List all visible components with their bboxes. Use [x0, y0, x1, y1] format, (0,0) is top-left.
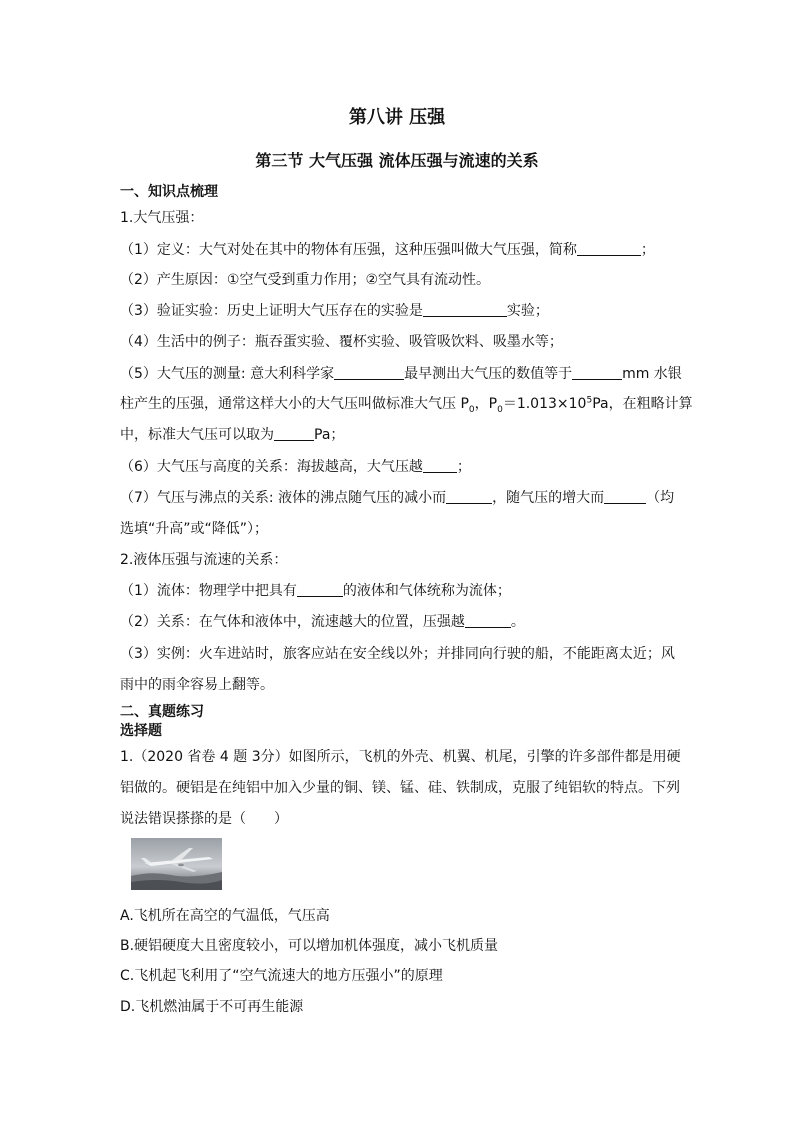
- line-fluid: （1）流体：物理学中把具有 的液体和气体统称为流体；: [120, 583, 511, 599]
- line-relation: （2）关系：在气体和液体中，流速越大的位置，压强越 。: [120, 614, 525, 630]
- line-experiment: （3）验证实验：历史上证明大气压存在的实验是 实验；: [120, 303, 549, 319]
- line-examples-fluid: （3）实例：火车进站时，旅客应站在安全线以外；并排同向行驶的船，不能距离太近；风: [120, 646, 675, 662]
- line-examples-fluid-cont: 雨中的雨伞容易上翻等。: [120, 677, 274, 693]
- question-1-line-1: 1.（2020 省卷 4 题 3分）如图所示，飞机的外壳、机翼、机尾，引擎的许多部件都是用硬: [120, 749, 681, 765]
- lecture-title: 第八讲 压强: [348, 107, 446, 128]
- answer-blank: [297, 582, 343, 597]
- question-1-line-2: 铝做的。硬铝是在纯铝中加入少量的铜、镁、锰、硅、铁制成，克服了纯铝软的特点。下列: [120, 780, 680, 796]
- line-fill-note: 选填“升高”或“降低”）；: [120, 521, 269, 537]
- line-measurement: （5）大气压的测量: 意大利科学家 最早测出大气压的数值等于 mm 水银: [120, 366, 682, 382]
- option-d: D.飞机燃油属于不可再生能源: [120, 999, 304, 1015]
- answer-blank: [572, 365, 622, 380]
- line-definition: （1）定义：大气对处在其中的物体有压强，这种压强叫做大气压强，简称 ；: [120, 242, 655, 258]
- airplane-photo: [131, 838, 222, 890]
- answer-blank: [577, 241, 641, 256]
- answer-blank: [334, 365, 404, 380]
- answer-blank: [423, 458, 457, 473]
- heading-knowledge: 一、知识点梳理: [120, 184, 218, 200]
- point-atmospheric-pressure: 1.大气压强：: [120, 210, 204, 226]
- line-approximate: 中，标准大气压可以取为 Pa；: [120, 427, 345, 443]
- answer-blank: [446, 489, 492, 504]
- option-a: A.飞机所在高空的气温低，气压高: [120, 908, 330, 924]
- answer-blank: [465, 613, 511, 628]
- line-altitude: （6）大气压与高度的关系：海拔越高，大气压越 ；: [120, 459, 471, 475]
- heading-multiple-choice: 选择题: [120, 723, 162, 739]
- option-b: B.硬铝硬度大且密度较小，可以增加机体强度，减小飞机质量: [120, 938, 499, 954]
- airplane-icon: [131, 838, 222, 890]
- heading-exam-practice: 二、真题练习: [120, 704, 204, 720]
- section-subtitle: 第三节 大气压强 流体压强与流速的关系: [255, 151, 539, 170]
- answer-blank: [604, 489, 646, 504]
- option-c: C.飞机起飞利用了“空气流速大的地方压强小”的原理: [120, 968, 443, 984]
- line-examples: （4）生活中的例子：瓶吞蛋实验、覆杯实验、吸管吸饮料、吸墨水等；: [120, 334, 563, 350]
- line-cause: （2）产生原因：①空气受到重力作用；②空气具有流动性。: [120, 272, 491, 288]
- line-standard-pressure: 柱产生的压强，通常这样大小的大气压叫做标准大气压 $P_0$，$P_0=1.013\times 10^5Pa$，在粗略计算: [120, 395, 693, 415]
- line-boiling-point: （7）气压与沸点的关系: 液体的沸点随气压的减小而 ，随气压的增大而 （均: [120, 490, 675, 506]
- answer-blank: [274, 426, 314, 441]
- point-fluid-pressure: 2.液体压强与流速的关系：: [120, 552, 288, 568]
- answer-blank: [423, 302, 507, 317]
- question-1-line-3: 说法错误搽搽的是（ ）: [120, 811, 288, 827]
